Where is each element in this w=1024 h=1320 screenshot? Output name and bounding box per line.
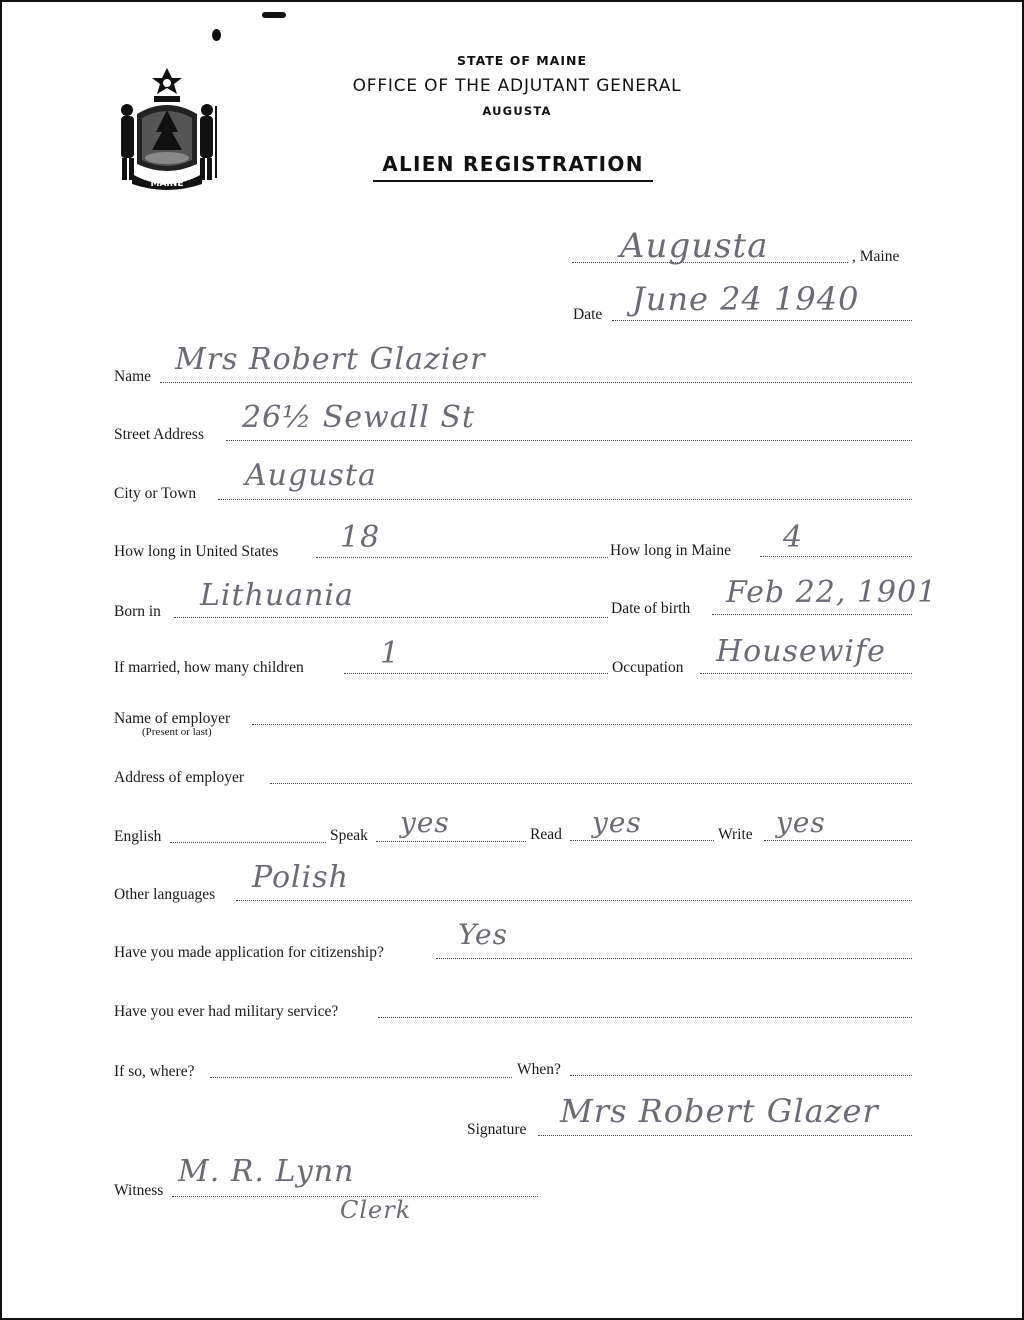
citizenship-line (436, 958, 912, 959)
occupation-label: Occupation (612, 659, 684, 676)
signature-label: Signature (467, 1121, 527, 1138)
speak-entry: yes (400, 806, 450, 839)
city-entry: Augusta (245, 458, 377, 493)
children-line (344, 673, 608, 674)
seal-text: MAINE (150, 179, 184, 189)
military-line (378, 1017, 912, 1018)
employer-sublabel: (Present or last) (142, 726, 212, 738)
signature-line (538, 1135, 912, 1136)
place-entry: Augusta (620, 226, 769, 266)
children-entry: 1 (380, 636, 401, 671)
how-long-maine-entry: 4 (783, 520, 804, 555)
date-line (612, 320, 912, 321)
citizenship-entry: Yes (458, 918, 508, 951)
how-long-us-label: How long in United States (114, 543, 279, 560)
write-line (764, 840, 912, 841)
when-line (570, 1075, 912, 1076)
where-label: If so, where? (114, 1063, 195, 1080)
speak-label: Speak (330, 827, 368, 844)
other-languages-line (236, 900, 912, 901)
city-line (218, 499, 912, 500)
write-label: Write (718, 826, 753, 843)
read-label: Read (530, 826, 562, 843)
how-long-us-entry: 18 (340, 520, 381, 555)
employer-address-label: Address of employer (114, 769, 244, 786)
header-office: OFFICE OF THE ADJUTANT GENERAL (352, 76, 682, 96)
where-line (210, 1077, 512, 1078)
ink-smudge (212, 29, 221, 41)
children-label: If married, how many children (114, 659, 304, 676)
name-line (160, 382, 912, 383)
other-languages-label: Other languages (114, 886, 216, 903)
employer-address-line (270, 783, 912, 784)
occupation-entry: Housewife (716, 634, 886, 669)
city-label: City or Town (114, 485, 197, 502)
witness-entry: M. R. Lynn (178, 1154, 355, 1189)
speak-line (376, 841, 526, 842)
name-label: Name (114, 368, 152, 385)
english-label: English (114, 828, 162, 845)
form-title: ALIEN REGISTRATION (373, 152, 653, 182)
street-entry: 26½ Sewall St (242, 400, 475, 435)
date-entry: June 24 1940 (632, 280, 860, 318)
header-city: AUGUSTA (482, 104, 552, 118)
signature-entry: Mrs Robert Glazer (560, 1092, 879, 1130)
street-label: Street Address (114, 426, 204, 443)
military-label: Have you ever had military service? (114, 1003, 339, 1020)
header-state: STATE OF MAINE (457, 53, 587, 68)
ink-smudge (262, 12, 286, 18)
how-long-us-line (316, 557, 608, 558)
dob-label: Date of birth (611, 600, 691, 617)
english-line (170, 842, 326, 843)
witness-label: Witness (114, 1182, 164, 1199)
dob-line (712, 614, 912, 615)
read-entry: yes (592, 806, 642, 839)
born-line (174, 617, 608, 618)
witness-title-entry: Clerk (340, 1196, 412, 1224)
street-line (226, 440, 912, 441)
dob-entry: Feb 22, 1901 (726, 575, 938, 610)
date-label: Date (573, 306, 603, 323)
citizenship-label: Have you made application for citizenship? (114, 944, 384, 961)
how-long-maine-label: How long in Maine (610, 542, 731, 559)
read-line (570, 840, 714, 841)
other-languages-entry: Polish (252, 860, 349, 895)
place-suffix: , Maine (852, 248, 900, 265)
employer-label: Name of employer (114, 710, 231, 727)
name-entry: Mrs Robert Glazier (175, 342, 486, 377)
write-entry: yes (776, 806, 826, 839)
employer-line (252, 724, 912, 725)
born-label: Born in (114, 603, 161, 620)
how-long-maine-line (760, 556, 912, 557)
when-label: When? (517, 1061, 561, 1078)
occupation-line (700, 673, 912, 674)
born-entry: Lithuania (200, 578, 354, 613)
